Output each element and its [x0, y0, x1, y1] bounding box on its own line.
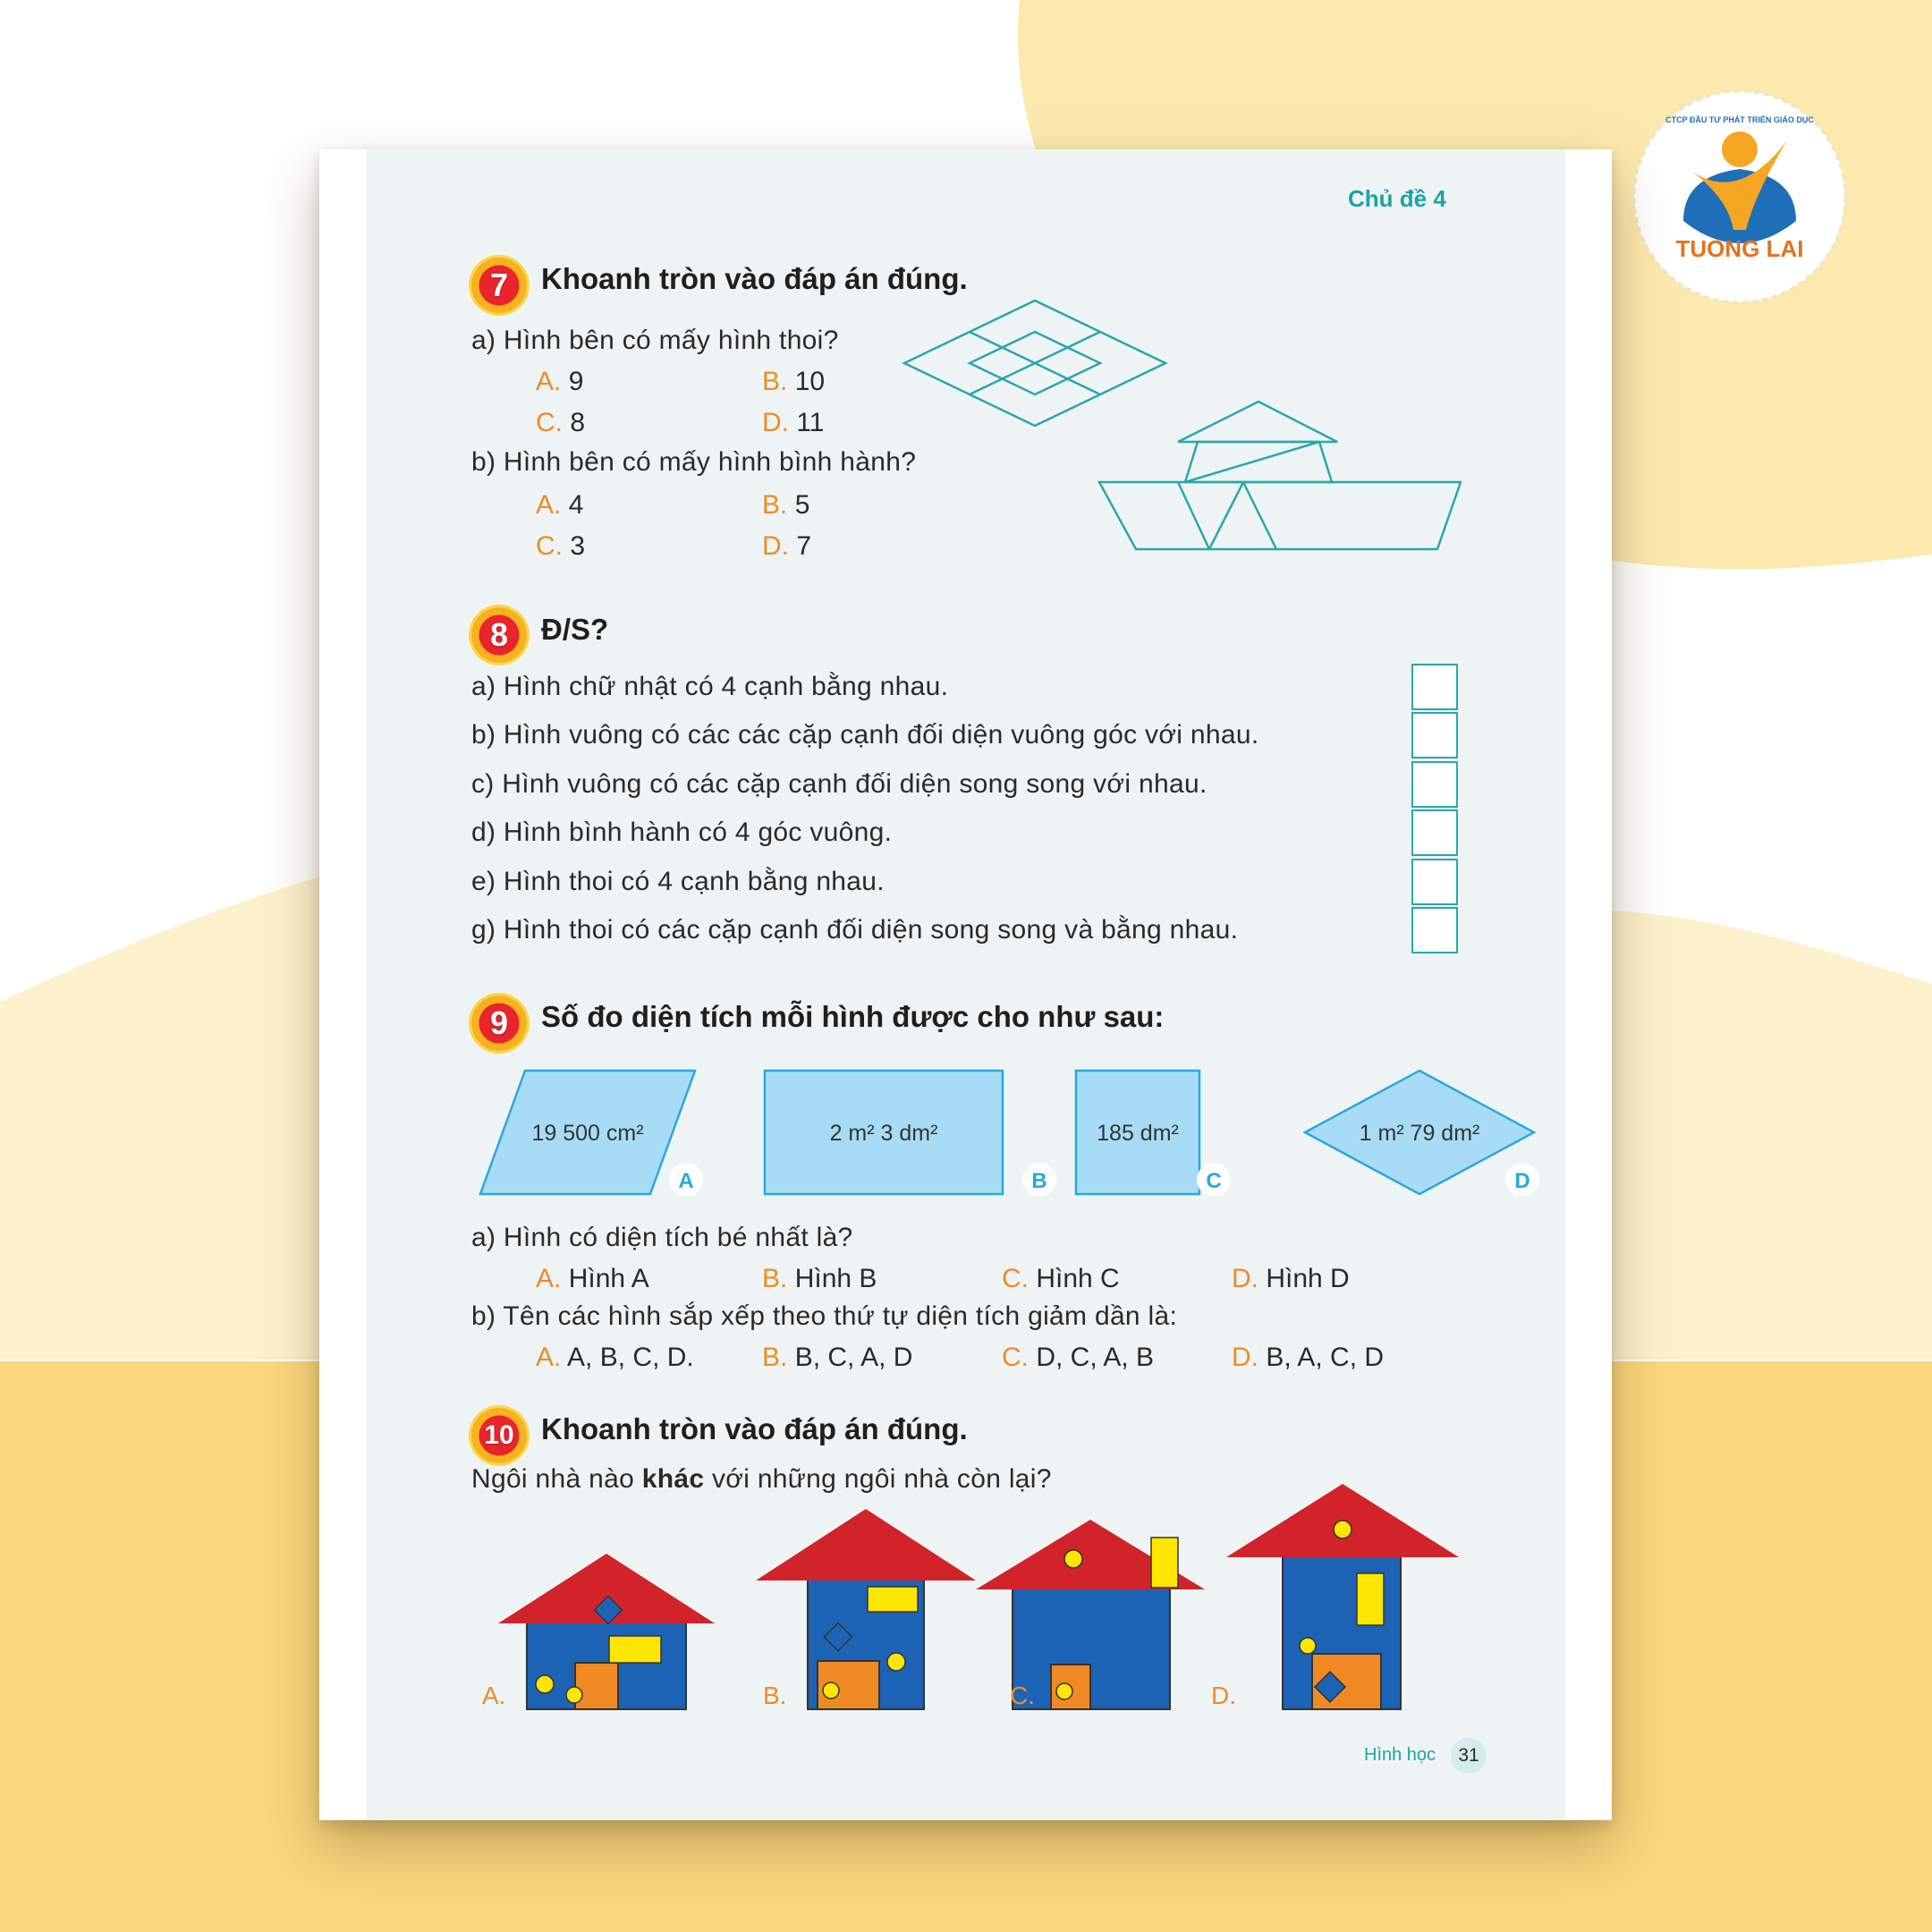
- question-9-title: Số đo diện tích mỗi hình được cho như sau:: [541, 1000, 1165, 1033]
- q7a-question: a) Hình bên có mấy hình thoi?: [471, 326, 839, 355]
- house-c-label: C.: [1010, 1682, 1035, 1709]
- house-d-label: D.: [1211, 1682, 1236, 1709]
- house-a-label: A.: [482, 1682, 506, 1709]
- q7a-option-a[interactable]: A. 9: [536, 367, 584, 396]
- q10-prompt: Ngôi nhà nào khác với những ngôi nhà còn lại?: [471, 1464, 1052, 1494]
- question-8-title: Đ/S?: [541, 613, 609, 646]
- q8-statement-a: a) Hình chữ nhật có 4 cạnh bằng nhau.: [471, 672, 949, 701]
- q8-statement-c: c) Hình vuông có các cặp cạnh đối diện song song với nhau.: [471, 769, 1208, 799]
- shape-d: [1305, 1071, 1539, 1196]
- q7b-question: b) Hình bên có mấy hình bình hành?: [471, 447, 917, 477]
- q7b-option-c[interactable]: C. 3: [536, 531, 586, 561]
- house-b-label: B.: [763, 1682, 787, 1709]
- q9a-option-b[interactable]: B. Hình B: [762, 1264, 877, 1293]
- q7a-option-c[interactable]: C. 8: [536, 408, 586, 437]
- shape-a-label: A: [678, 1169, 694, 1193]
- question-9-badge: 9: [471, 996, 527, 1051]
- shape-d-label: D: [1514, 1169, 1530, 1193]
- shape-a: [480, 1071, 703, 1196]
- q9a-question: a) Hình có diện tích bé nhất là?: [471, 1223, 853, 1252]
- q8-statement-b: b) Hình vuông có các các cặp cạnh đối diện vuông góc với nhau.: [471, 720, 1259, 750]
- answer-box-g[interactable]: [1411, 907, 1458, 953]
- q9a-option-a[interactable]: A. Hình A: [536, 1264, 649, 1293]
- question-8-badge: 8: [471, 607, 527, 663]
- q9a-option-d[interactable]: D. Hình D: [1232, 1264, 1350, 1293]
- q9b-option-b[interactable]: B. B, C, A, D: [762, 1343, 913, 1372]
- area-shapes-figure: [471, 1062, 1545, 1196]
- q7a-option-d[interactable]: D. 11: [762, 408, 825, 437]
- svg-text:TUONG LAI: TUONG LAI: [1675, 235, 1804, 262]
- answer-box-c[interactable]: [1411, 761, 1458, 808]
- worksheet-page: [319, 149, 1612, 1820]
- shape-b-area: 2 m² 3 dm²: [829, 1121, 938, 1146]
- house-b[interactable]: [756, 1509, 976, 1709]
- question-7-badge: 7: [471, 258, 527, 313]
- houses-figure: [462, 1464, 1554, 1715]
- q9b-option-c[interactable]: C. D, C, A, B: [1002, 1343, 1155, 1372]
- shape-a-area: 19 500 cm²: [531, 1121, 644, 1146]
- q7b-option-a[interactable]: A. 4: [536, 490, 584, 520]
- answer-box-e[interactable]: [1411, 859, 1458, 905]
- svg-text:CTCP ĐẦU TƯ PHÁT TRIỂN GIÁO DỤ: CTCP ĐẦU TƯ PHÁT TRIỂN GIÁO DỤC: [1665, 115, 1814, 124]
- question-10-badge: 10: [471, 1408, 527, 1463]
- page-number: 31: [1451, 1738, 1487, 1774]
- q7a-option-b[interactable]: B. 10: [762, 367, 826, 396]
- shape-c-area: 185 dm²: [1097, 1121, 1179, 1146]
- q9b-option-a[interactable]: A. A, B, C, D.: [536, 1343, 694, 1372]
- answer-box-d[interactable]: [1411, 809, 1458, 856]
- q9b-question: b) Tên các hình sắp xếp theo thứ tự diện tích giảm dần là:: [471, 1301, 1178, 1331]
- footer-section: Hình học: [1364, 1745, 1436, 1765]
- shape-b-label: B: [1031, 1169, 1047, 1193]
- q8-statement-d: d) Hình bình hành có 4 góc vuông.: [471, 818, 893, 847]
- parallelogram-figure: [1097, 400, 1464, 552]
- q7b-option-d[interactable]: D. 7: [762, 531, 812, 561]
- shape-d-area: 1 m² 79 dm²: [1359, 1121, 1480, 1146]
- tuong-lai-logo: [1630, 87, 1850, 307]
- question-10-title: Khoanh tròn vào đáp án đúng.: [541, 1412, 968, 1445]
- house-a[interactable]: [482, 1554, 715, 1709]
- question-7-title: Khoanh tròn vào đáp án đúng.: [541, 262, 968, 295]
- shape-c-label: C: [1206, 1169, 1222, 1193]
- shape-b: [765, 1071, 1056, 1196]
- q9b-option-d[interactable]: D. B, A, C, D: [1232, 1343, 1385, 1372]
- shape-c: [1076, 1071, 1231, 1196]
- q7b-option-b[interactable]: B. 5: [762, 490, 810, 520]
- topic-label: Chủ đề 4: [1348, 185, 1446, 212]
- house-d[interactable]: [1211, 1484, 1459, 1709]
- answer-box-a[interactable]: [1411, 664, 1458, 710]
- house-c[interactable]: [976, 1520, 1205, 1709]
- q9a-option-c[interactable]: C. Hình C: [1002, 1264, 1120, 1293]
- q8-statement-g: g) Hình thoi có các cặp cạnh đối diện song song và bằng nhau.: [471, 915, 1239, 945]
- q8-statement-e: e) Hình thoi có 4 cạnh bằng nhau.: [471, 867, 885, 896]
- answer-box-b[interactable]: [1411, 712, 1458, 758]
